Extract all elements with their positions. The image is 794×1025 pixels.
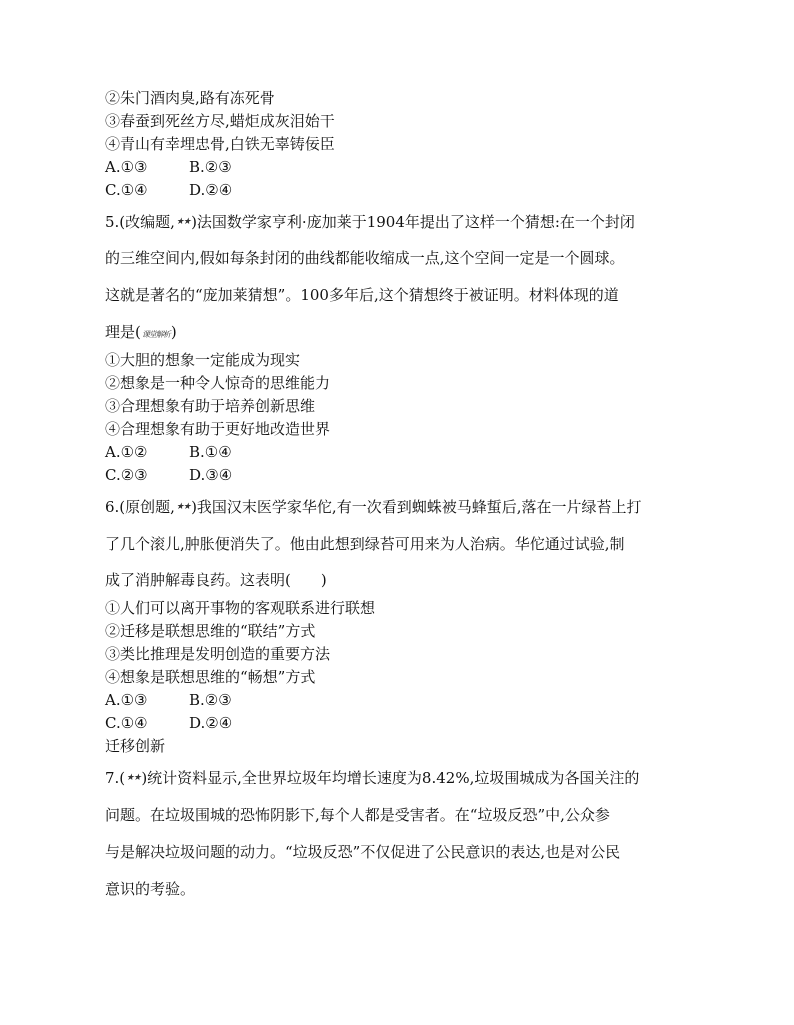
q7-prefix: 7.( [105,769,126,787]
q5-options-row-2 [105,465,273,485]
q4-item-2: ②朱门酒肉臭,路有冻死骨 [105,89,275,107]
q5-stem-line-1 [105,210,705,234]
q5-options-row-1 [105,442,273,462]
difficulty-stars-icon: ★★ [126,773,141,783]
q6-item-2: ②迁移是联想思维的“联结”方式 [105,622,316,640]
q6-option-c: C.①④ [105,714,148,732]
q5-option-c: C.②③ [105,466,148,484]
q6-prefix: 6.(原创题, [105,498,175,516]
q6-option-a: A.①③ [105,691,148,709]
q7-stem-line-4: 意识的考验。 [105,880,196,898]
q5-stem-text: )法国数学家亨利·庞加莱于1904年提出了这样一个猜想:在一个封闭 [191,213,635,231]
q4-option-d: D.②④ [189,181,233,199]
q5-option-d: D.③④ [189,466,233,484]
q5-option-a: A.①② [105,443,148,461]
q5-item-4: ④合理想象有助于更好地改造世界 [105,420,331,438]
difficulty-stars-icon: ★★ [175,502,191,512]
q4-options-row-2 [105,180,273,200]
analysis-tag: 课堂解析 [141,330,170,339]
q6-stem-text: )我国汉末医学家华佗,有一次看到蜘蛛被马蜂蜇后,落在一片绿苔上打 [191,498,642,516]
q4-item-3: ③春蚕到死丝方尽,蜡炬成灰泪始干 [105,112,335,130]
q4-item-4: ④青山有幸埋忠骨,白铁无辜铸佞臣 [105,135,335,153]
q4-option-b: B.②③ [189,158,232,176]
q6-item-3: ③类比推理是发明创造的重要方法 [105,645,331,663]
q5-paren-close: ) [170,323,177,341]
q7-stem-line-3: 与是解决垃圾问题的动力。“垃圾反恐”不仅促进了公民意识的表达,也是对公民 [105,843,621,861]
q6-item-4: ④想象是联想思维的“畅想”方式 [105,668,316,686]
q6-stem-line-2: 了几个滚儿,肿胀便消失了。他由此想到绿苔可用来为人治病。华佗通过试验,制 [105,535,625,553]
q6-option-b: B.②③ [189,691,232,709]
q5-stem-line-3: 这就是著名的“庞加莱猜想”。100多年后,这个猜想终于被证明。材料体现的道 [105,286,619,304]
q4-option-a: A.①③ [105,158,148,176]
q4-options-row-1 [105,157,273,177]
q5-item-2: ②想象是一种令人惊奇的思维能力 [105,374,331,392]
q7-stem-text: )统计资料显示,全世界垃圾年均增长速度为8.42%,垃圾围城成为各国关注的 [141,769,640,787]
q5-stem-line-4 [105,320,705,347]
q6-stem-line-3: 成了消肿解毒良药。这表明( ) [105,571,327,589]
section-title: 迁移创新 [105,737,166,755]
q5-item-3: ③合理想象有助于培养创新思维 [105,397,316,415]
q6-options-row-1 [105,690,273,710]
q5-stem-line4-text: 理是( [105,323,141,341]
difficulty-stars-icon: ★★ [175,217,191,227]
q7-stem-line-1 [105,766,705,790]
q6-options-row-2 [105,713,273,733]
q4-option-c: C.①④ [105,181,148,199]
q6-item-1: ①人们可以离开事物的客观联系进行联想 [105,599,376,617]
q5-stem-line-2: 的三维空间内,假如每条封闭的曲线都能收缩成一点,这个空间一定是一个圆球。 [105,249,625,267]
q7-stem-line-2: 问题。在垃圾围城的恐怖阴影下,每个人都是受害者。在“垃圾反恐”中,公众参 [105,806,610,824]
q6-option-d: D.②④ [189,714,233,732]
q5-item-1: ①大胆的想象一定能成为现实 [105,351,301,369]
q5-option-b: B.①④ [189,443,232,461]
q5-prefix: 5.(改编题, [105,213,175,231]
q6-stem-line-1 [105,495,705,519]
